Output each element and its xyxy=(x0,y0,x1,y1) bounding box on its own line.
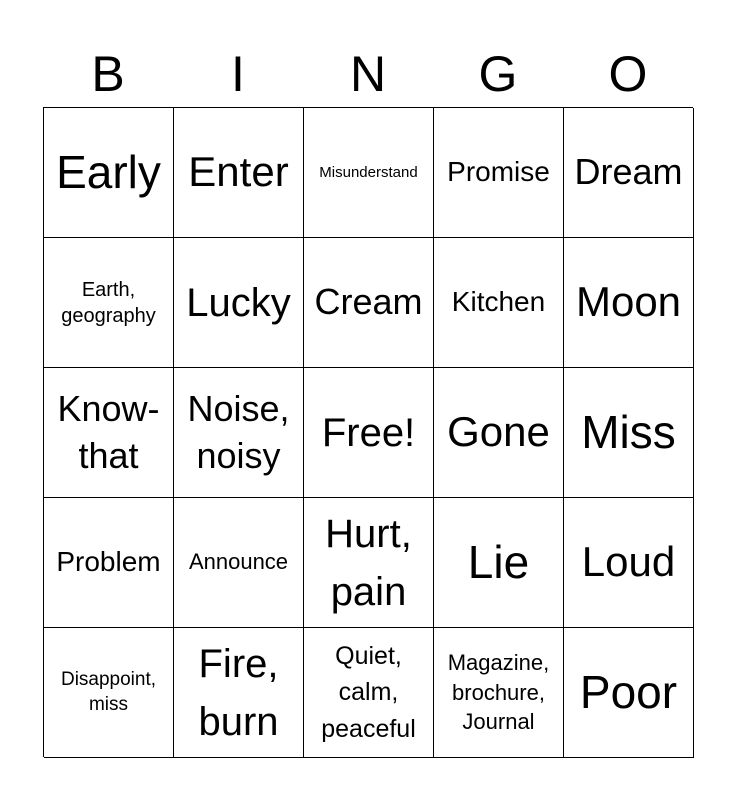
cell-label: Loud xyxy=(581,538,676,586)
cell-label: Quiet, calm, peaceful xyxy=(321,642,416,743)
cell-label: Moon xyxy=(575,278,682,326)
cell-label: Know- that xyxy=(57,387,160,476)
bingo-cell[interactable] xyxy=(174,238,304,368)
cell-label: Kitchen xyxy=(451,286,546,318)
cell-label: Poor xyxy=(579,666,678,719)
bingo-header xyxy=(43,40,693,108)
header-letter-i: I xyxy=(231,46,245,102)
bingo-cell[interactable] xyxy=(304,108,434,238)
cell-label: Early xyxy=(56,146,161,199)
cell-label: Cream xyxy=(314,281,423,323)
bingo-cell[interactable] xyxy=(434,108,564,238)
bingo-board xyxy=(43,107,693,757)
cell-label: Lucky xyxy=(186,280,291,325)
bingo-cell[interactable] xyxy=(564,238,694,368)
cell-label: Fire, burn xyxy=(198,641,279,744)
bingo-cell[interactable] xyxy=(44,498,174,628)
header-letter-b: B xyxy=(91,46,125,102)
bingo-cell[interactable] xyxy=(174,628,304,758)
cell-label: Free! xyxy=(321,410,416,455)
bingo-cell[interactable] xyxy=(174,108,304,238)
bingo-cell[interactable] xyxy=(434,368,564,498)
cell-label: Magazine, brochure, Journal xyxy=(447,649,550,735)
bingo-cell[interactable] xyxy=(44,368,174,498)
cell-label: Hurt, pain xyxy=(325,511,412,614)
header-letter-n: N xyxy=(349,46,387,102)
bingo-cell[interactable] xyxy=(564,628,694,758)
bingo-cell[interactable] xyxy=(434,238,564,368)
bingo-cell[interactable] xyxy=(564,368,694,498)
bingo-cell[interactable] xyxy=(434,628,564,758)
cell-label: Gone xyxy=(447,408,550,456)
bingo-cell[interactable] xyxy=(304,238,434,368)
bingo-cell[interactable] xyxy=(44,628,174,758)
bingo-cell[interactable] xyxy=(44,238,174,368)
cell-label: Promise xyxy=(447,156,550,188)
cell-label: Problem xyxy=(56,546,161,578)
header-letter-o: O xyxy=(608,46,648,102)
cell-label: Miss xyxy=(581,406,676,459)
bingo-cell[interactable] xyxy=(174,498,304,628)
cell-label: Enter xyxy=(188,148,289,196)
cell-label: Lie xyxy=(467,536,530,589)
bingo-cell[interactable] xyxy=(174,368,304,498)
bingo-cell[interactable] xyxy=(304,628,434,758)
header-letter-g: G xyxy=(478,46,518,102)
cell-label: Earth, geography xyxy=(61,278,156,327)
bingo-cell[interactable] xyxy=(44,108,174,238)
bingo-cell[interactable] xyxy=(304,368,434,498)
cell-label: Announce xyxy=(188,549,289,575)
cell-label: Noise, noisy xyxy=(187,387,290,476)
bingo-cell[interactable] xyxy=(564,108,694,238)
bingo-cell[interactable] xyxy=(304,498,434,628)
cell-label: Disappoint, miss xyxy=(60,668,157,715)
cell-label: Misunderstand xyxy=(319,163,418,181)
bingo-cell[interactable] xyxy=(564,498,694,628)
bingo-cell[interactable] xyxy=(434,498,564,628)
cell-label: Dream xyxy=(574,151,683,193)
